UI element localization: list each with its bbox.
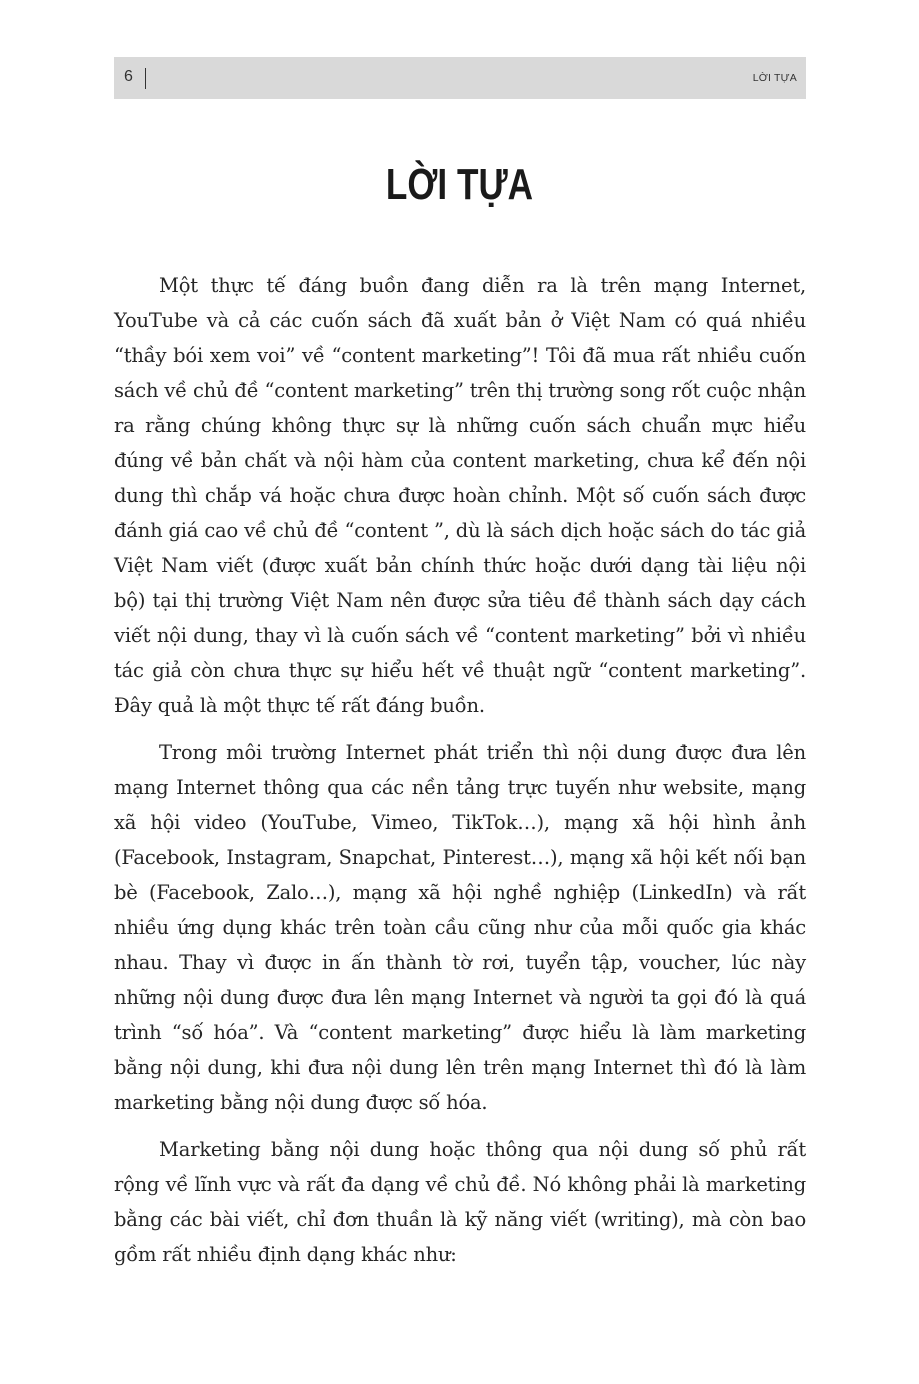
running-title: LỜI TỰA xyxy=(752,72,797,84)
chapter-title: LỜI TỰA xyxy=(385,160,534,210)
page-number: 6 xyxy=(124,68,133,85)
header-divider xyxy=(145,68,146,89)
paragraph: Một thực tế đáng buồn đang diễn ra là trên mạng Internet, YouTube và cả các cuốn sách đã xuất bản ở Việt Nam có quá nhiều “thầy bói xem voi” về “content marketing”! Tôi đã mua rất nhiều cuốn sách về chủ đề “content marketing” trên thị trường song rốt cuộc nhận ra rằng chúng không thực sự là những cuốn sách chuẩn mực hiểu đúng về bản chất và nội hàm của content marketing, chưa kể đến nội dung thì chắp vá hoặc chưa được hoàn chỉnh. Một số cuốn sách được đánh giá cao về chủ đề “content ”, dù là sách dịch hoặc sách do tác giả Việt Nam viết (được xuất bản chính thức hoặc dưới dạng tài liệu nội bộ) tại thị trường Việt Nam nên được sửa tiêu đề thành sách dạy cách viết nội dung, thay vì là cuốn sách về “content marketing” bởi vì nhiều tác giả còn chưa thực sự hiểu hết về thuật ngữ “content marketing”. Đây quả là một thực tế rất đáng buồn. xyxy=(114,274,806,717)
paragraph: Marketing bằng nội dung hoặc thông qua nội dung số phủ rất rộng về lĩnh vực và rất đa dạng về chủ đề. Nó không phải là marketing bằng các bài viết, chỉ đơn thuần là kỹ năng viết (writing), mà còn bao gồm rất nhiều định dạng khác như: xyxy=(114,1138,806,1266)
body-text xyxy=(114,268,806,1284)
page-header xyxy=(114,57,806,99)
paragraph: Trong môi trường Internet phát triển thì nội dung được đưa lên mạng Internet thông qua các nền tảng trực tuyến như website, mạng xã hội video (YouTube, Vimeo, TikTok…), mạng xã hội hình ảnh (Facebook, Instagram, Snapchat, Pinterest…), mạng xã hội kết nối bạn bè (Facebook, Zalo…), mạng xã hội nghề nghiệp (LinkedIn) và rất nhiều ứng dụng khác trên toàn cầu cũng như của mỗi quốc gia khác nhau. Thay vì được in ấn thành tờ rơi, tuyển tập, voucher, lúc này những nội dung được đưa lên mạng Internet và người ta gọi đó là quá trình “số hóa”. Và “content marketing” được hiểu là làm marketing bằng nội dung, khi đưa nội dung lên trên mạng Internet thì đó là làm marketing bằng nội dung được số hóa. xyxy=(114,741,806,1114)
